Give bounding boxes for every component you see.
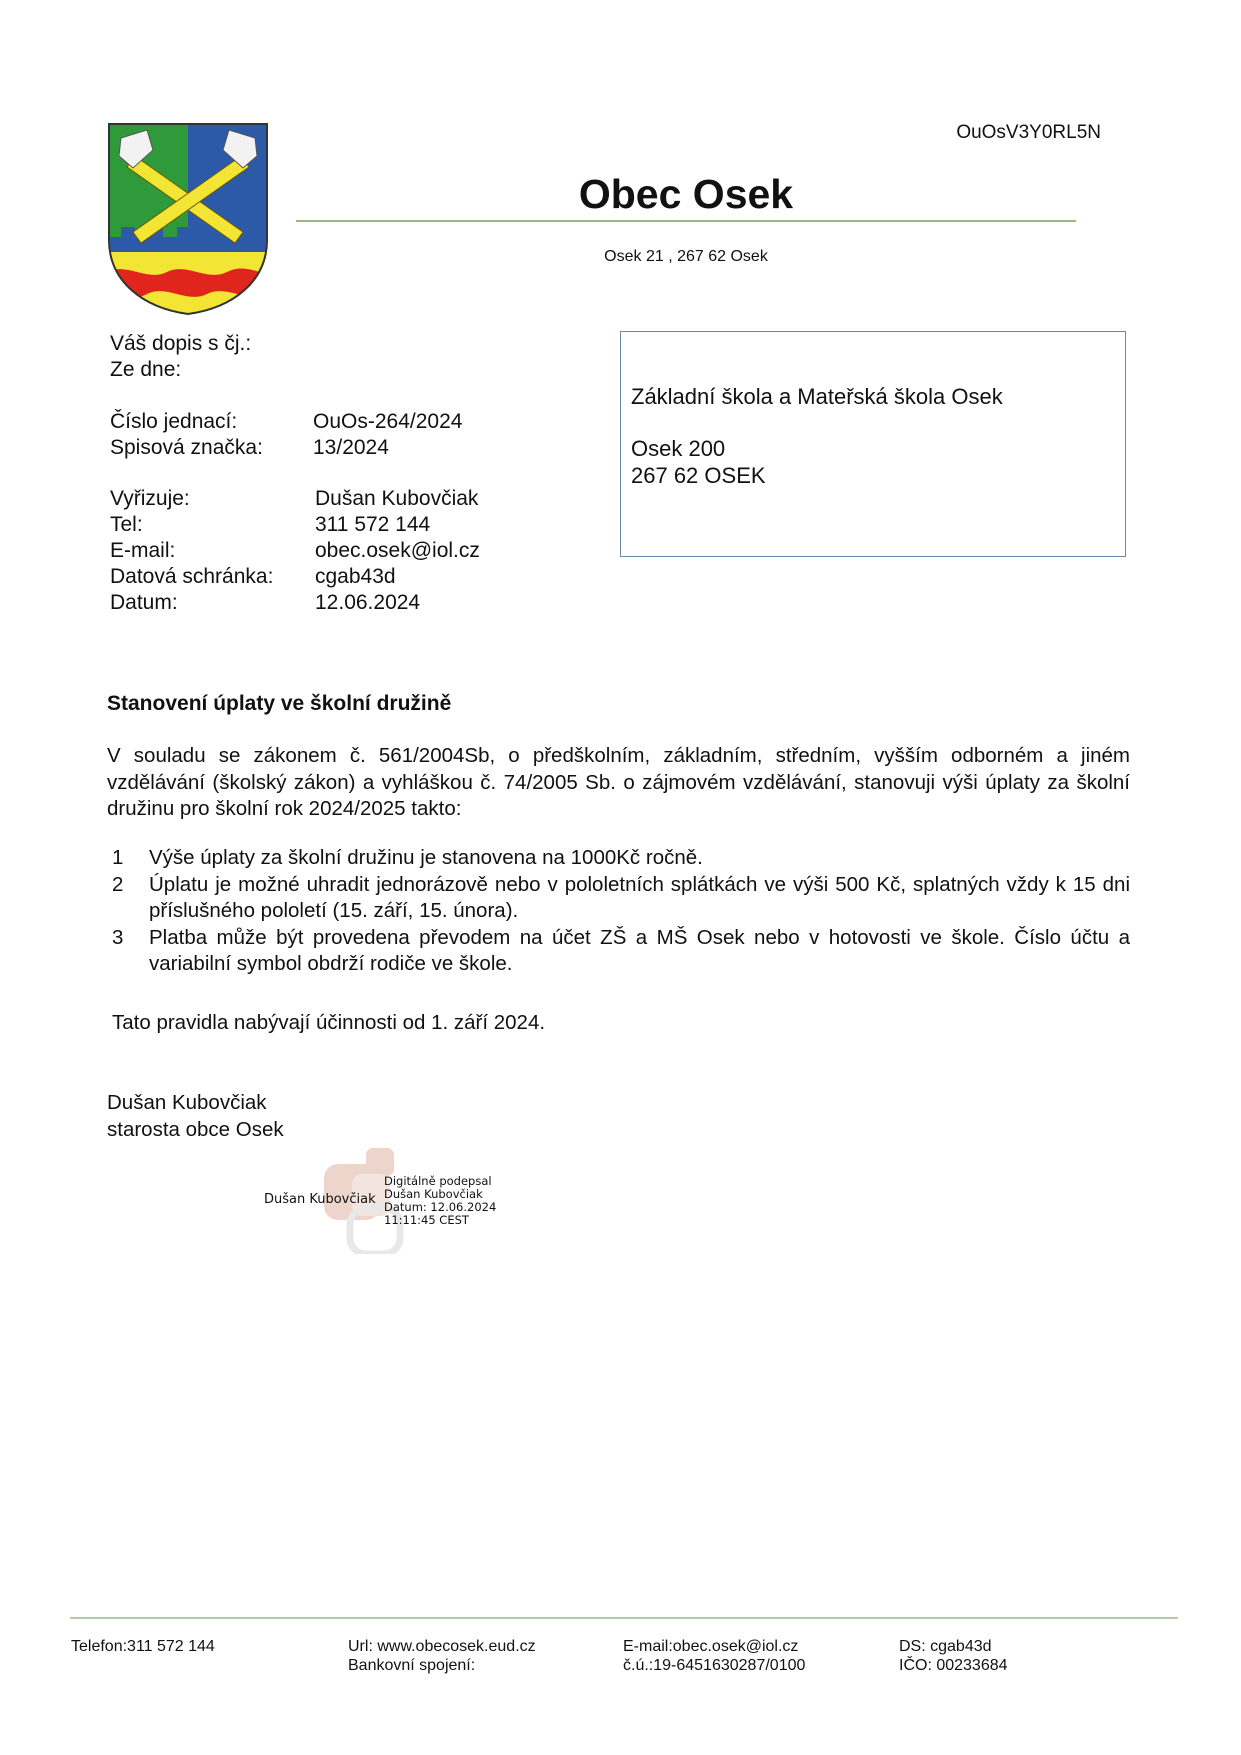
footer-divider bbox=[70, 1617, 1178, 1619]
meta-label: Číslo jednací: bbox=[110, 410, 238, 433]
footer-col-email bbox=[623, 1637, 805, 1675]
recipient-box bbox=[620, 331, 1126, 557]
signature-line: Datum: 12.06.2024 bbox=[384, 1200, 497, 1214]
letter-subject: Stanovení úplaty ve školní družině bbox=[107, 692, 452, 715]
signature-line: 11:11:45 CEST bbox=[384, 1213, 469, 1227]
signature-line: Digitálně podepsal bbox=[384, 1174, 492, 1188]
meta-value: Dušan Kubovčiak bbox=[315, 487, 479, 510]
recipient-city: 267 62 OSEK bbox=[631, 463, 766, 488]
footer-ico: IČO: 00233684 bbox=[899, 1657, 1008, 1674]
meta-block-letter bbox=[110, 331, 313, 383]
footer-email: E-mail:obec.osek@iol.cz bbox=[623, 1638, 799, 1655]
letter-intro: V souladu se zákonem č. 561/2004Sb, o předškolním, základním, středním, vyšším odborném a jiném vzdělávání (školský zákon) a vyhláškou č. 74/2005 Sb. o zájmovém vzdělávání, stanovuji výši úplaty za školní družinu pro školní rok 2024/2025 takto: bbox=[107, 744, 1130, 820]
signature-line: Dušan Kubovčiak bbox=[384, 1187, 483, 1201]
meta-block-reference bbox=[110, 409, 462, 461]
footer-bank: Bankovní spojení: bbox=[348, 1657, 476, 1674]
meta-value: 311 572 144 bbox=[315, 513, 431, 536]
meta-label: E-mail: bbox=[110, 539, 176, 562]
signer-role: starosta obce Osek bbox=[107, 1117, 284, 1141]
meta-row-date bbox=[110, 590, 480, 616]
coat-of-arms-icon bbox=[107, 122, 269, 316]
meta-value: OuOs-264/2024 bbox=[313, 410, 463, 433]
effective-date-note: Tato pravidla nabývají účinnosti od 1. září 2024. bbox=[112, 1011, 546, 1034]
list-item-text: Výše úplaty za školní družinu je stanovena na 1000Kč ročně. bbox=[149, 846, 703, 869]
page-title: Obec Osek bbox=[578, 171, 794, 217]
rules-list bbox=[112, 845, 1130, 978]
title-divider bbox=[296, 220, 1076, 222]
meta-block-contact bbox=[110, 486, 480, 616]
meta-row-data-box bbox=[110, 564, 480, 590]
meta-row-phone bbox=[110, 512, 480, 538]
signature-stamp-name: Dušan Kubovčiak bbox=[264, 1192, 376, 1207]
list-item-number: 1 bbox=[112, 846, 124, 869]
footer-col-phone bbox=[71, 1637, 215, 1656]
meta-row-file-mark bbox=[110, 435, 462, 461]
meta-value: 13/2024 bbox=[313, 436, 389, 459]
footer-ds: DS: cgab43d bbox=[899, 1638, 992, 1655]
signer-block bbox=[107, 1090, 284, 1143]
meta-label: Váš dopis s čj.: bbox=[110, 332, 252, 355]
document-id: OuOsV3Y0RL5N bbox=[956, 122, 1101, 143]
list-item bbox=[112, 845, 1130, 872]
footer-account: č.ú.:19-6451630287/0100 bbox=[623, 1657, 806, 1674]
meta-row-reference bbox=[110, 409, 462, 435]
meta-label: Spisová značka: bbox=[110, 436, 263, 459]
list-item bbox=[112, 925, 1130, 978]
list-item-text: Úplatu je možné uhradit jednorázově nebo v pololetních splátkách ve výši 500 Kč, splatných vždy k 15 dni příslušného pololetí (15. září, 15. února). bbox=[149, 872, 1130, 922]
meta-label: Datová schránka: bbox=[110, 565, 274, 588]
meta-row-from-date bbox=[110, 357, 313, 383]
list-item bbox=[112, 872, 1130, 925]
signer-name: Dušan Kubovčiak bbox=[107, 1091, 267, 1114]
footer-phone: Telefon:311 572 144 bbox=[71, 1638, 215, 1655]
sender-address: Osek 21 , 267 62 Osek bbox=[604, 248, 768, 265]
meta-row-your-letter bbox=[110, 331, 313, 357]
signature-stamp-details bbox=[384, 1175, 496, 1227]
meta-value: cgab43d bbox=[315, 565, 396, 588]
meta-row-email bbox=[110, 538, 480, 564]
meta-label: Vyřizuje: bbox=[110, 487, 190, 510]
recipient-name: Základní škola a Mateřská škola Osek bbox=[631, 384, 1003, 409]
recipient-street: Osek 200 bbox=[631, 436, 726, 461]
meta-value: 12.06.2024 bbox=[315, 591, 421, 614]
list-item-text: Platba může být provedena převodem na účet ZŠ a MŠ Osek nebo v hotovosti ve škole. Číslo účtu a variabilní symbol obdrží rodiče ve škole. bbox=[149, 925, 1130, 975]
footer-col-ids bbox=[899, 1637, 1008, 1675]
meta-label: Datum: bbox=[110, 591, 178, 614]
meta-label: Ze dne: bbox=[110, 358, 182, 381]
meta-row-handled-by bbox=[110, 486, 480, 512]
footer-col-url bbox=[348, 1637, 536, 1675]
meta-value: obec.osek@iol.cz bbox=[315, 539, 480, 562]
list-item-number: 2 bbox=[112, 872, 124, 896]
footer-url: Url: www.obecosek.eud.cz bbox=[348, 1638, 536, 1655]
meta-label: Tel: bbox=[110, 513, 143, 536]
list-item-number: 3 bbox=[112, 925, 124, 949]
